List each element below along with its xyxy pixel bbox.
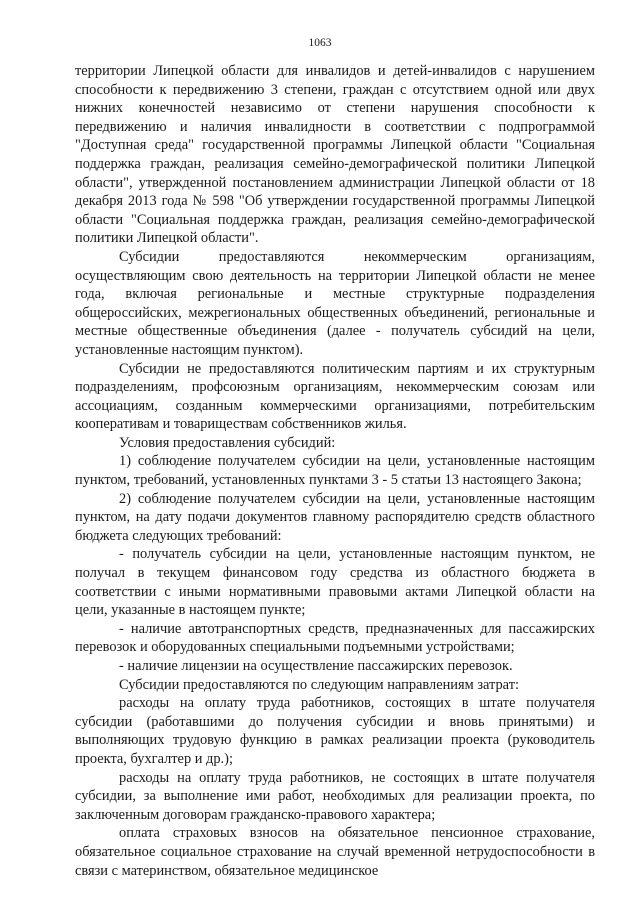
paragraph: Субсидии не предоставляются политическим партиям и их структурным подразделениям, профсоюзным организациям, некоммерческим союзам или ассоциациям, созданным коммерческими организациями, потребительским кооперативам и товариществам собственников жилья. — [75, 360, 595, 433]
paragraph: - наличие лицензии на осуществление пассажирских перевозок. — [119, 658, 513, 674]
paragraph: Субсидии предоставляются по следующим направлениям затрат: — [119, 676, 519, 693]
paragraph: расходы на оплату труда работников, не состоящих в штате получателя субсидии, за выполнение ими работ, необходимых для реализации проекта, по заключенным договорам гражданско-правового характера; — [75, 769, 595, 823]
paragraph: 2) соблюдение получателем субсидии на цели, установленные настоящим пунктом, на дату подачи документов главному распорядителю средств областного бюджета следующих требований: — [75, 490, 595, 544]
page-number: 1063 — [308, 37, 332, 49]
paragraph: расходы на оплату труда работников, состоящих в штате получателя субсидии (работавшими до получения субсидии и вновь принятыми) и выполняющих трудовую функцию в рамках реализации проекта (руководитель проекта, бухгалтер и др.); — [75, 695, 595, 767]
paragraph: Условия предоставления субсидий: — [119, 434, 336, 451]
paragraph: - наличие автотранспортных средств, предназначенных для пассажирских перевозок и оборудованных специальными подъемными устройствами; — [75, 620, 595, 656]
paragraph: - получатель субсидии на цели, установленные настоящим пунктом, не получал в текущем финансовом году средства из областного бюджета в соответствии с иными нормативными правовыми актами Липецкой области на цели, указанные в настоящем пункте; — [75, 546, 595, 619]
paragraph: территории Липецкой области для инвалидов и детей-инвалидов с нарушением способности к передвижению 3 степени, граждан с отсутствием одной или двух нижних конечностей независимо от степени нарушения способности к передвижению и наличия инвалидности в соответствии с подпрограммой "Доступная среда" государственной программы Липецкой области "Социальная поддержка граждан, реализация семейно-демографической политики Липецкой области", утвержденной постановлением администрации Липецкой области от 18 декабря 2013 года № 598 "Об утверждении государственной программы Липецкой области "Социальная поддержка граждан, реализация семейно-демографической политики Липецкой области". — [75, 63, 595, 247]
paragraph: Субсидии предоставляются некоммерческим организациям, осуществляющим свою деятельность на территории Липецкой области не менее года, включая региональные и местные структурные подразделения общероссийских, межрегиональных общественных объединений, региональные и местные общественные объединения (далее - получатель субсидий на цели, установленные настоящим пунктом). — [75, 248, 595, 358]
paragraph: 1) соблюдение получателем субсидии на цели, установленные настоящим пунктом, требований, установленных пунктами 3 - 5 статьи 13 настоящего Закона; — [75, 453, 595, 489]
paragraph: оплата страховых взносов на обязательное пенсионное страхование, обязательное социальное страхование на случай временной нетрудоспособности в связи с материнством, обязательное медицинское — [75, 825, 595, 879]
document-body — [75, 62, 595, 880]
